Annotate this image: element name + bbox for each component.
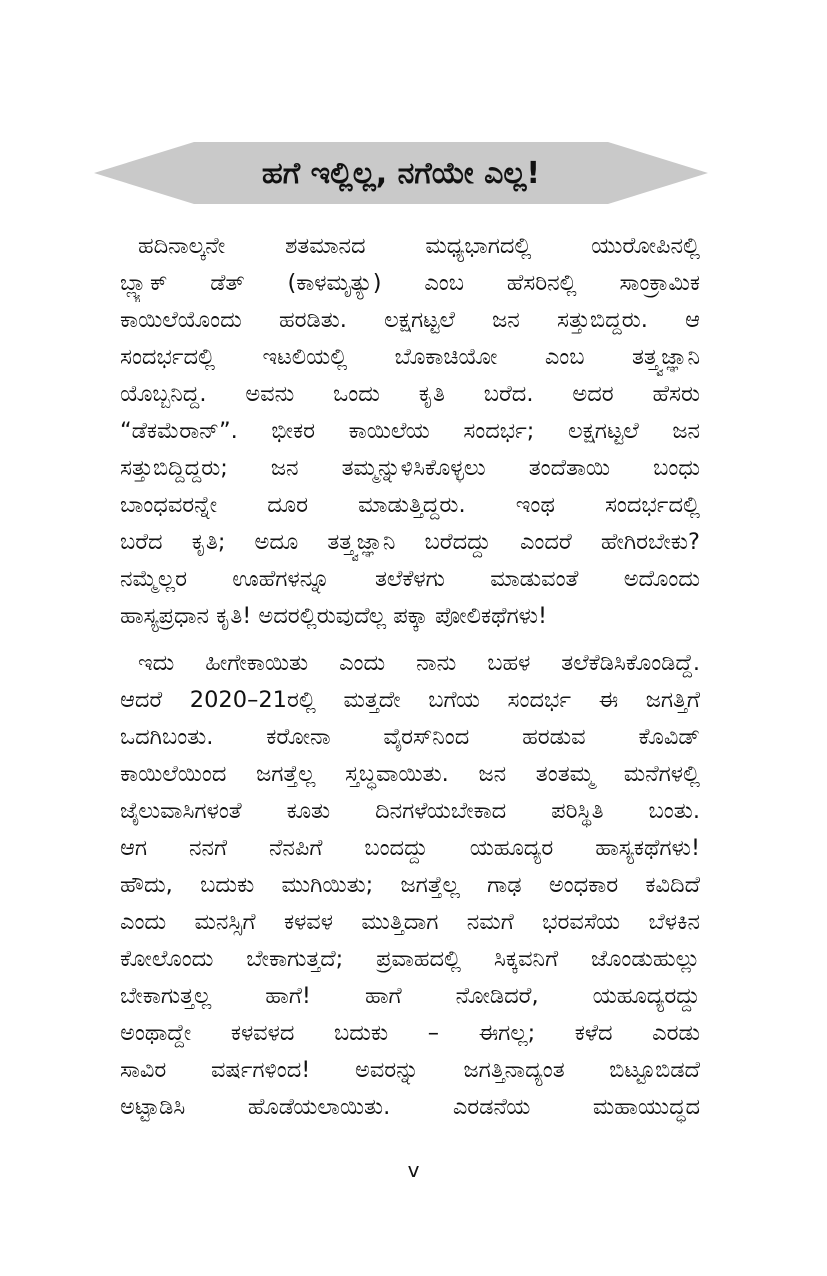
body-text: [120, 228, 700, 1136]
text-line: ಕಾಯಿಲೆಯಿಂದ ಜಗತ್ತೆಲ್ಲ ಸ್ತಬ್ಧವಾಯಿತು. ಜನ ತಂತಮ್ಮ ಮನೆಗಳಲ್ಲಿ: [120, 761, 700, 787]
text-line: ಬೇಕಾಗುತ್ತಲ್ಲ ಹಾಗೆ! ಹಾಗೆ ನೋಡಿದರೆ, ಯಹೂದ್ಯರದ್ದು: [120, 983, 700, 1009]
text-line: ಅಟ್ಟಾಡಿಸಿ ಹೊಡೆಯಲಾಯಿತು. ಎರಡನೆಯ ಮಹಾಯುದ್ಧದ: [120, 1094, 700, 1120]
text-line: ಆದರೆ 2020–21ರಲ್ಲಿ ಮತ್ತದೇ ಬಗೆಯ ಸಂದರ್ಭ ಈ ಜಗತ್ತಿಗೆ: [120, 687, 700, 713]
title-banner: [94, 142, 708, 204]
page-title: ಹಗೆ ಇಲ್ಲಿಲ್ಲ, ನಗೆಯೇ ಎಲ್ಲ!: [261, 155, 541, 191]
text-line: ಬರೆದ ಕೃತಿ; ಅದೂ ತತ್ತ್ವಜ್ಞಾನಿ ಬರೆದದ್ದು ಎಂದರೆ ಹೇಗಿರಬೇಕು?: [120, 529, 700, 555]
text-line: ನಮ್ಮೆಲ್ಲರ ಊಹೆಗಳನ್ನೂ ತಲೆಕೆಳಗು ಮಾಡುವಂತೆ ಅದೊಂದು: [120, 566, 700, 592]
text-line: “ಡೆಕಮೆರಾನ್”. ಭೀಕರ ಕಾಯಿಲೆಯ ಸಂದರ್ಭ; ಲಕ್ಷಗಟ್ಟಲೆ ಜನ: [120, 418, 700, 444]
text-line: ಕೋಲೊಂದು ಬೇಕಾಗುತ್ತದೆ; ಪ್ರವಾಹದಲ್ಲಿ ಸಿಕ್ಕವನಿಗೆ ಜೊಂಡುಹುಲ್ಲು: [120, 946, 700, 972]
text-line: ಸತ್ತುಬಿದ್ದಿದ್ದರು; ಜನ ತಮ್ಮನ್ನುಳಿಸಿಕೊಳ್ಳಲು ತಂದೆತಾಯಿ ಬಂಧು: [120, 455, 700, 481]
text-line: ಆಗ ನನಗೆ ನೆನಪಿಗೆ ಬಂದದ್ದು ಯಹೂದ್ಯರ ಹಾಸ್ಯಕಥೆಗಳು!: [120, 835, 700, 861]
text-line: ಹಾಸ್ಯಪ್ರಧಾನ ಕೃತಿ! ಅದರಲ್ಲಿರುವುದೆಲ್ಲ ಪಕ್ಕಾ ಪೋಲಿಕಥೆಗಳು!: [120, 603, 548, 629]
text-line: ಯೊಬ್ಬನಿದ್ದ. ಅವನು ಒಂದು ಕೃತಿ ಬರೆದ. ಅದರ ಹೆಸರು: [120, 381, 700, 407]
paragraph-2: [120, 645, 700, 1126]
page-number: v: [407, 1158, 420, 1182]
text-line: ಅಂಥಾದ್ದೇ ಕಳವಳದ ಬದುಕು – ಈಗಲ್ಲ; ಕಳೆದ ಎರಡು: [120, 1020, 700, 1046]
text-line: ಸಾವಿರ ವರ್ಷಗಳಿಂದ! ಅವರನ್ನು ಜಗತ್ತಿನಾದ್ಯಂತ ಬಿಟ್ಟೂಬಿಡದೆ: [120, 1057, 700, 1083]
text-line: ಜೈಲುವಾಸಿಗಳಂತೆ ಕೂತು ದಿನಗಳೆಯಬೇಕಾದ ಪರಿಸ್ಥಿತಿ ಬಂತು.: [120, 798, 700, 824]
text-line: ಹೌದು, ಬದುಕು ಮುಗಿಯಿತು; ಜಗತ್ತೆಲ್ಲ ಗಾಢ ಅಂಧಕಾರ ಕವಿದಿದೆ: [120, 872, 700, 898]
text-line: ಬಾಂಧವರನ್ನೇ ದೂರ ಮಾಡುತ್ತಿದ್ದರು. ಇಂಥ ಸಂದರ್ಭದಲ್ಲಿ: [120, 492, 700, 518]
text-line: ಇದು ಹೀಗೇಕಾಯಿತು ಎಂದು ನಾನು ಬಹಳ ತಲೆಕೆಡಿಸಿಕೊಂಡಿದ್ದೆ.: [138, 650, 700, 676]
text-line: ಎಂದು ಮನಸ್ಸಿಗೆ ಕಳವಳ ಮುತ್ತಿದಾಗ ನಮಗೆ ಭರವಸೆಯ ಬೆಳಕಿನ: [120, 909, 700, 935]
text-line: ಸಂದರ್ಭದಲ್ಲಿ ಇಟಲಿಯಲ್ಲಿ ಬೊಕಾಚಿಯೋ ಎಂಬ ತತ್ತ್ವಜ್ಞಾನಿ: [120, 344, 700, 370]
text-line: ಒದಗಿಬಂತು. ಕರೋನಾ ವೈರಸ್‌ನಿಂದ ಹರಡುವ ಕೊವಿಡ್: [120, 724, 700, 750]
text-line: ಹದಿನಾಲ್ಕನೇ ಶತಮಾನದ ಮಧ್ಯಭಾಗದಲ್ಲಿ ಯುರೋಪಿನಲ್ಲಿ: [138, 233, 700, 259]
text-line: ಕಾಯಿಲೆಯೊಂದು ಹರಡಿತು. ಲಕ್ಷಗಟ್ಟಲೆ ಜನ ಸತ್ತುಬಿದ್ದರು. ಆ: [120, 307, 700, 333]
text-line: ಬ್ಲ್ಯಾಕ್ ಡೆತ್ (ಕಾಳಮೃತ್ಯು) ಎಂಬ ಹೆಸರಿನಲ್ಲಿ ಸಾಂಕ್ರಾಮಿಕ: [120, 270, 700, 296]
paragraph-1: [120, 228, 700, 635]
